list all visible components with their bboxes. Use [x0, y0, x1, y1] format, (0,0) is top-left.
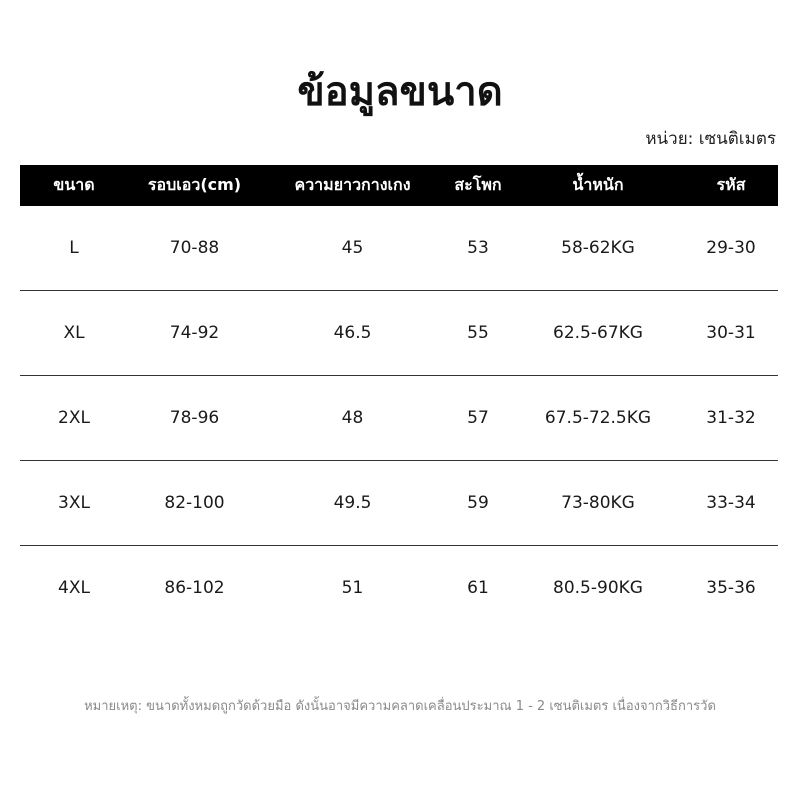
- table-row: [20, 461, 778, 546]
- size-chart-table: [20, 165, 778, 630]
- cell-pants-length: 46.5: [261, 291, 444, 376]
- cell-waist: 82-100: [128, 461, 261, 546]
- cell-pants-length: 48: [261, 376, 444, 461]
- cell-size: XL: [20, 291, 128, 376]
- cell-hip: 55: [444, 291, 512, 376]
- cell-weight: 73-80KG: [512, 461, 684, 546]
- cell-pants-length: 49.5: [261, 461, 444, 546]
- table-row: [20, 376, 778, 461]
- cell-hip: 61: [467, 578, 489, 598]
- cell-waist: 70-88: [128, 206, 261, 291]
- cell-weight: 80.5-90KG: [553, 578, 643, 598]
- cell-pants-length: 45: [261, 206, 444, 291]
- cell-code: 29-30: [684, 206, 778, 291]
- cell-code: 30-31: [684, 291, 778, 376]
- header-size: ขนาด: [20, 165, 128, 206]
- cell-size: 2XL: [20, 376, 128, 461]
- cell-waist: 86-102: [164, 578, 225, 598]
- header-waist: รอบเอว(cm): [128, 165, 261, 206]
- cell-code: 31-32: [684, 376, 778, 461]
- header-pants-length: ความยาวกางเกง: [261, 165, 444, 206]
- table-row: [20, 206, 778, 291]
- cell-weight: 58-62KG: [512, 206, 684, 291]
- header-weight: น้ำหนัก: [512, 165, 684, 206]
- table-header-row: [20, 165, 778, 206]
- cell-waist: 74-92: [128, 291, 261, 376]
- header-code: รหัส: [684, 165, 778, 206]
- table-row: [20, 546, 778, 631]
- unit-label: หน่วย: เซนติเมตร: [645, 129, 776, 149]
- cell-size: 4XL: [58, 578, 90, 598]
- page-title: ข้อมูลขนาด: [297, 69, 503, 115]
- cell-code: 33-34: [684, 461, 778, 546]
- cell-hip: 59: [444, 461, 512, 546]
- header-hip: สะโพก: [444, 165, 512, 206]
- cell-code: 35-36: [706, 578, 756, 598]
- cell-weight: 67.5-72.5KG: [512, 376, 684, 461]
- cell-hip: 57: [444, 376, 512, 461]
- cell-hip: 53: [444, 206, 512, 291]
- cell-size: L: [20, 206, 128, 291]
- cell-size: 3XL: [20, 461, 128, 546]
- cell-weight: 62.5-67KG: [512, 291, 684, 376]
- table-row: [20, 291, 778, 376]
- cell-waist: 78-96: [128, 376, 261, 461]
- measurement-note: หมายเหตุ: ขนาดทั้งหมดถูกวัดด้วยมือ ดังนั้นอาจมีความคลาดเคลื่อนประมาณ 1 - 2 เซนติเมตร เนื่องจากวิธีการวัด: [84, 699, 716, 714]
- cell-pants-length: 51: [341, 578, 364, 598]
